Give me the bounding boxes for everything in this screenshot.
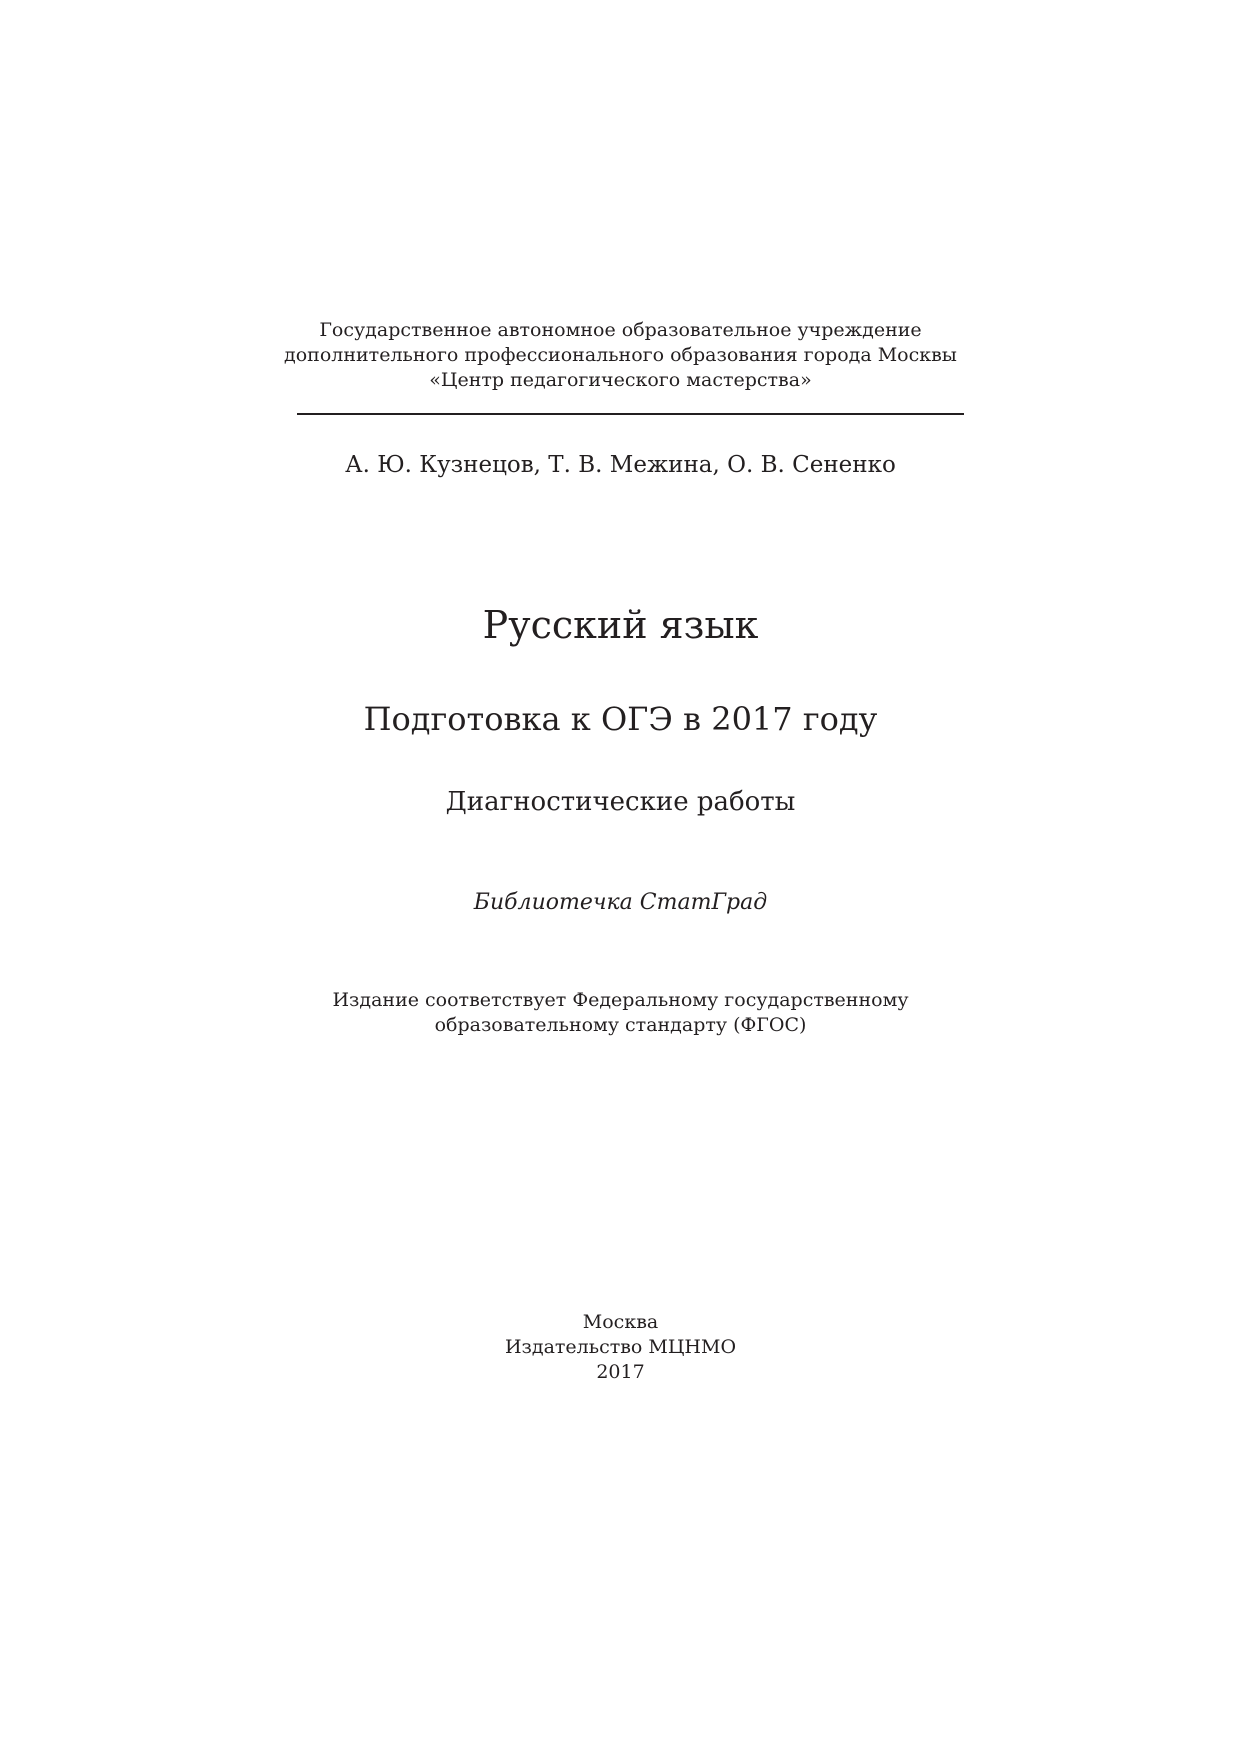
institution-line-2: дополнительного профессионального образования города Москвы: [284, 344, 957, 366]
institution-line-3: «Центр педагогического мастерства»: [429, 369, 812, 391]
book-title: Русский язык: [482, 603, 759, 647]
header-divider: [297, 413, 964, 415]
book-subtitle-secondary: Диагностические работы: [445, 787, 796, 817]
publisher-city: Москва: [582, 1311, 659, 1333]
publication-year: 2017: [596, 1361, 645, 1383]
authors: А. Ю. Кузнецов, Т. В. Межина, О. В. Сененко: [345, 452, 896, 478]
standard-note: [0, 988, 1241, 1038]
publisher-name: Издательство МЦНМО: [504, 1336, 737, 1358]
standard-line-2: образовательному стандарту (ФГОС): [434, 1014, 807, 1036]
institution-block: [0, 318, 1241, 393]
institution-line-1: Государственное автономное образовательное учреждение: [319, 319, 922, 341]
series-name: Библиотечка СтатГрад: [473, 890, 768, 915]
publisher-block: [0, 1310, 1241, 1385]
book-subtitle: Подготовка к ОГЭ в 2017 году: [363, 700, 878, 738]
standard-line-1: Издание соответствует Федеральному государственному: [332, 989, 909, 1011]
